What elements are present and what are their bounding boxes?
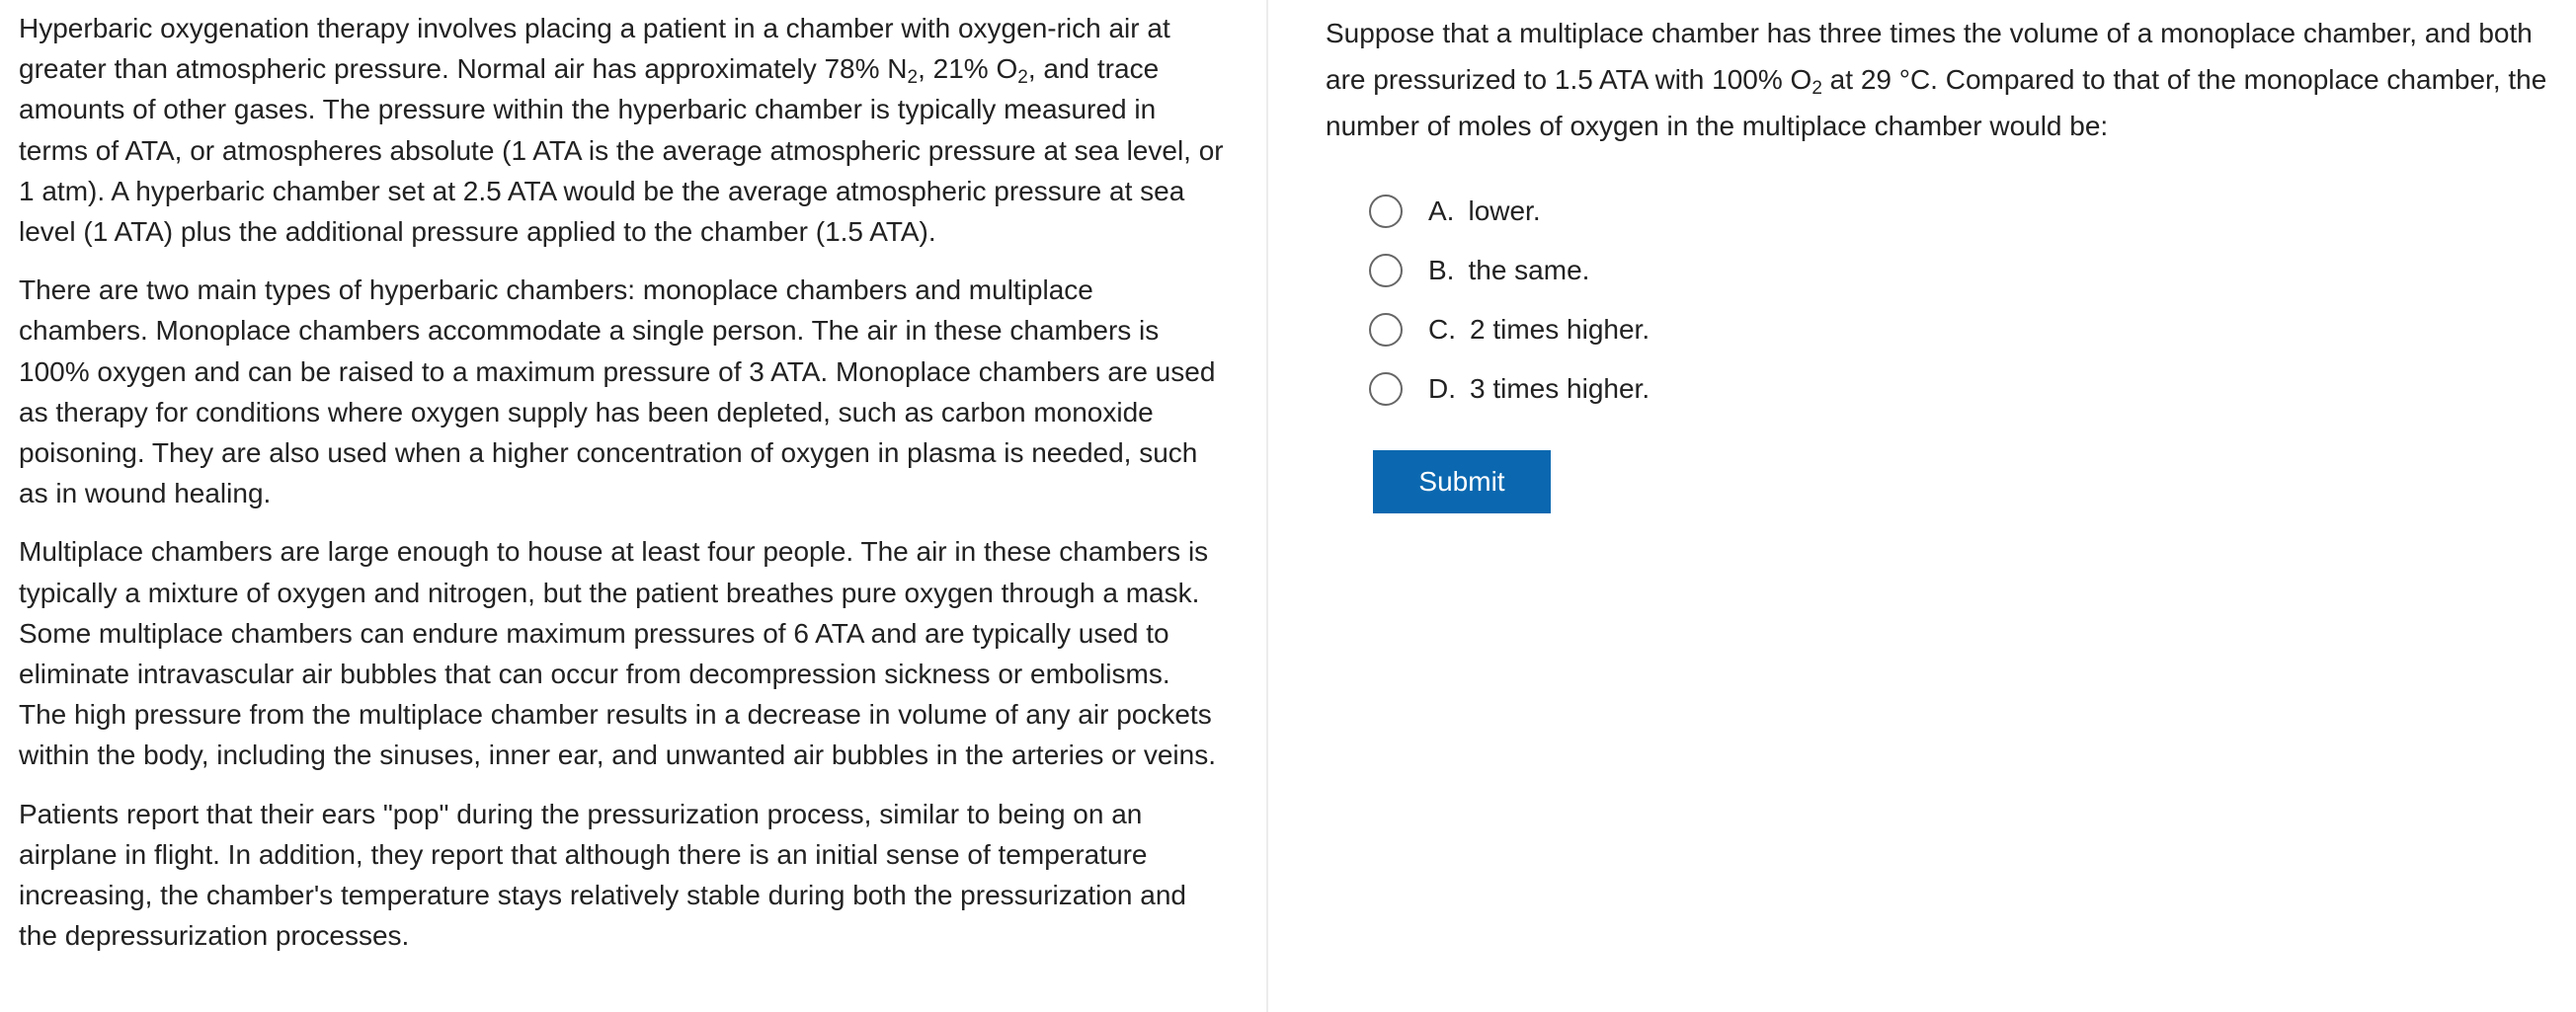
choice-text: lower.	[1468, 195, 1541, 226]
question-stem-text-a: Suppose that a multiplace chamber has three times the volume of a monoplace chamber, and both are pressurized to 1.5 ATA with 100% O	[1326, 18, 2533, 95]
question-stem	[1326, 10, 2560, 149]
choice-letter: B.	[1428, 255, 1455, 285]
submit-button[interactable]: Submit	[1373, 450, 1551, 513]
n2-subscript: 2	[907, 67, 919, 89]
question-stem-text-b: at 29 °C. Compared to that of the monoplace chamber, the number of moles of oxygen in the multiplace chamber would be:	[1326, 64, 2547, 141]
radio-button-a[interactable]	[1369, 195, 1403, 228]
radio-button-b[interactable]	[1369, 254, 1403, 287]
answer-choice-d[interactable]	[1369, 359, 1650, 419]
question-pane	[1326, 0, 2560, 1012]
answer-choice-c[interactable]	[1369, 300, 1650, 359]
answer-choice-a[interactable]	[1369, 182, 1650, 241]
choice-text: the same.	[1468, 255, 1590, 285]
radio-button-d[interactable]	[1369, 372, 1403, 406]
radio-button-c[interactable]	[1369, 313, 1403, 347]
passage-paragraph-3: Multiplace chambers are large enough to house at least four people. The air in these chambers is typically a mixture of oxygen and nitrogen, but the patient breathes pure oxygen through a mask. Some multiplace chambers can endure maximum pressures of 6 ATA and are typically used to eliminate intravascular air bubbles that can occur from decompression sickness or embolisms. The high pressure from the multiplace chamber results in a decrease in volume of any air pockets within the body, including the sinuses, inner ear, and unwanted air bubbles in the arteries or veins.	[19, 536, 1216, 771]
passage-p1-text-b: , 21% O	[918, 53, 1018, 85]
answer-choices	[1369, 182, 1650, 419]
choice-text: 2 times higher.	[1470, 314, 1650, 345]
passage-pane	[0, 0, 1268, 1012]
answer-choice-b[interactable]	[1369, 241, 1650, 300]
passage-paragraph-4: Patients report that their ears "pop" during the pressurization process, similar to being on an airplane in flight. In addition, they report that although there is an initial sense of temperature increasing, the chamber's temperature stays relatively stable during both the pressurization and the depressurization processes.	[19, 798, 1186, 952]
passage-paragraph-1	[19, 8, 1224, 252]
choice-letter: D.	[1428, 373, 1456, 404]
choice-text: 3 times higher.	[1470, 373, 1650, 404]
question-o2-subscript: 2	[1811, 78, 1822, 99]
passage-paragraph-2: There are two main types of hyperbaric chambers: monoplace chambers and multiplace chambers. Monoplace chambers accommodate a single person. The air in these chambers is 100% oxygen and can be raised to a maximum pressure of 3 ATA. Monoplace chambers are used as therapy for conditions where oxygen supply has been depleted, such as carbon monoxide poisoning. They are also used when a higher concentration of oxygen in plasma is needed, such as in wound healing.	[19, 274, 1216, 509]
choice-letter: A.	[1428, 195, 1455, 226]
passage-p1-text-a: Hyperbaric oxygenation therapy involves placing a patient in a chamber with oxygen-rich air at greater than atmospheric pressure. Normal air has approximately 78% N	[19, 13, 1170, 85]
choice-letter: C.	[1428, 314, 1456, 345]
passage-p1-text-c: , and trace amounts of other gases. The pressure within the hyperbaric chamber is typically measured in terms of ATA, or atmospheres absolute (1 ATA is the average atmospheric pressure at sea level, or 1 atm). A hyperbaric chamber set at 2.5 ATA would be the average atmospheric pressure at sea level (1 ATA) plus the additional pressure applied to the chamber (1.5 ATA).	[19, 53, 1224, 248]
o2-subscript: 2	[1017, 67, 1028, 89]
